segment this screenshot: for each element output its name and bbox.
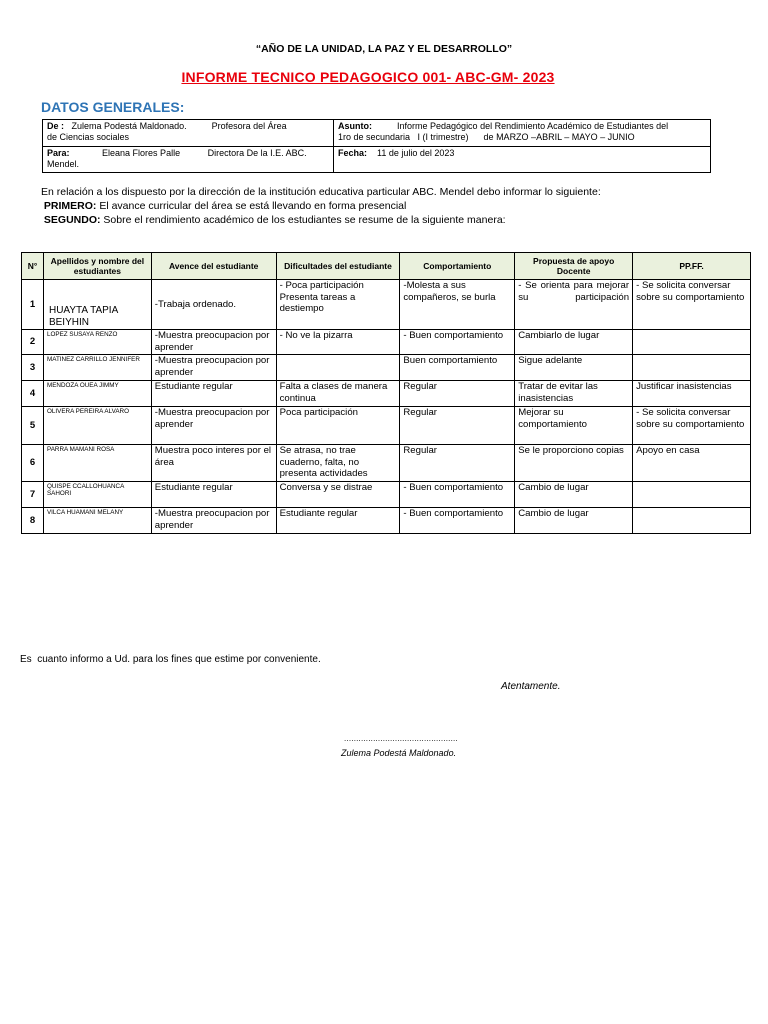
- document-motto: “AÑO DE LA UNIDAD, LA PAZ Y EL DESARROLLO”: [255, 43, 513, 55]
- teacher-proposal: Cambiarlo de lugar: [515, 330, 633, 355]
- parents-action: - Se solicita conversar sobre su comportamiento: [633, 280, 751, 330]
- student-difficulties: - Poca participación Presenta tareas a destiempo: [276, 280, 400, 330]
- student-name-small: QUISPE CCALLOHUANCA SAHORI: [46, 483, 124, 497]
- intro-line: En relación a los dispuesto por la dirección de la institución educativa particular ABC. Mendel debo informar lo siguiente:: [41, 186, 601, 198]
- student-behavior: Regular: [400, 445, 515, 482]
- row-number: 6: [22, 445, 44, 482]
- row-number: 3: [22, 355, 44, 381]
- subject-line2: 1ro de secundaria I (I trimestre) de MARZO –ABRIL – MAYO – JUNIO: [338, 132, 635, 142]
- student-report-table: [21, 252, 751, 534]
- date-label: Fecha:: [338, 148, 368, 158]
- from-value: Zulema Podestá Maldonado.: [71, 121, 187, 131]
- primero-line: [41, 199, 601, 213]
- to-cell: [43, 147, 334, 173]
- to-institution: Mendel.: [47, 159, 80, 169]
- subject-value: Informe Pedagógico del Rendimiento Académico de Estudiantes del: [397, 121, 669, 131]
- table-row: [22, 280, 751, 330]
- header-parents: PP.FF.: [633, 253, 751, 280]
- student-name-small: MENDOZA OUEA JIMMY: [46, 382, 119, 389]
- table-header-row: [22, 253, 751, 280]
- table-row: [22, 381, 751, 407]
- date-value: 11 de julio del 2023: [377, 148, 455, 158]
- student-behavior: - Buen comportamiento: [400, 330, 515, 355]
- from-label: De :: [47, 121, 65, 131]
- row-number: 7: [22, 482, 44, 508]
- report-title: INFORME TECNICO PEDAGOGICO 001- ABC-GM- 2023: [181, 69, 555, 85]
- table-row: [22, 407, 751, 445]
- student-progress: -Muestra preocupacion por aprender: [151, 508, 276, 534]
- parents-action: [633, 330, 751, 355]
- student-difficulties: Conversa y se distrae: [276, 482, 400, 508]
- date-cell: [334, 147, 711, 173]
- student-name-small: VILCA HUAMANI MELANY: [46, 509, 124, 516]
- student-name: [43, 355, 151, 381]
- student-name-small: [44, 280, 151, 282]
- teacher-proposal: Sigue adelante: [515, 355, 633, 381]
- student-name: [43, 407, 151, 445]
- teacher-proposal: - Se orienta para mejorar su participación: [515, 280, 633, 330]
- closing-salutation: Atentamente.: [501, 681, 561, 692]
- header-difficulties: Dificultades del estudiante: [276, 253, 400, 280]
- student-progress: -Muestra preocupacion por aprender: [151, 330, 276, 355]
- student-behavior: - Buen comportamiento: [400, 482, 515, 508]
- signature-name: Zulema Podestá Maldonado.: [341, 748, 457, 758]
- parents-action: [633, 355, 751, 381]
- student-behavior: - Buen comportamiento: [400, 508, 515, 534]
- header-number: N°: [22, 253, 44, 280]
- student-progress: -Trabaja ordenado.: [151, 280, 276, 330]
- student-name: [43, 381, 151, 407]
- student-name: [43, 508, 151, 534]
- parents-action: Justificar inasistencias: [633, 381, 751, 407]
- to-label: Para:: [47, 148, 70, 158]
- intro-paragraph: [41, 185, 601, 227]
- student-progress: -Muestra preocupacion por aprender: [151, 407, 276, 445]
- student-progress: Estudiante regular: [151, 381, 276, 407]
- general-info-table: [42, 119, 711, 173]
- teacher-proposal: Mejorar su comportamiento: [515, 407, 633, 445]
- subject-label: Asunto:: [338, 121, 372, 131]
- table-row: [22, 445, 751, 482]
- teacher-proposal: Cambio de lugar: [515, 482, 633, 508]
- segundo-line: [41, 213, 601, 227]
- table-row: [22, 482, 751, 508]
- student-name-small: MATINEZ CARRILLO JENNIFER: [46, 356, 140, 363]
- to-value: Eleana Flores Palle: [102, 148, 181, 158]
- section-heading-datos-generales: DATOS GENERALES:: [41, 99, 185, 115]
- table-row: [22, 355, 751, 381]
- header-behavior: Comportamiento: [400, 253, 515, 280]
- parents-action: [633, 482, 751, 508]
- header-student-name: Apellidos y nombre del estudiantes: [43, 253, 151, 280]
- subject-cell: [334, 120, 711, 147]
- student-difficulties: Se atrasa, no trae cuaderno, falta, no presenta actividades: [276, 445, 400, 482]
- segundo-label: SEGUNDO:: [43, 214, 101, 226]
- student-difficulties: Estudiante regular: [276, 508, 400, 534]
- closing-statement: Es cuanto informo a Ud. para los fines que estime por conveniente.: [20, 654, 321, 665]
- teacher-proposal: Se le proporciono copias: [515, 445, 633, 482]
- student-difficulties: Poca participación: [276, 407, 400, 445]
- row-number: 4: [22, 381, 44, 407]
- student-name-small: PARRA MAMANI ROSA: [46, 446, 115, 453]
- teacher-proposal: Tratar de evitar las inasistencias: [515, 381, 633, 407]
- student-name: [43, 445, 151, 482]
- from-role: Profesora del Área: [211, 121, 287, 131]
- to-role: Directora De la I.E. ABC.: [207, 148, 307, 158]
- student-name-small: LOPEZ SUSAYA RENZO: [46, 331, 118, 338]
- teacher-proposal: Cambio de lugar: [515, 508, 633, 534]
- primero-label: PRIMERO:: [43, 200, 97, 212]
- parents-action: [633, 508, 751, 534]
- student-progress: Muestra poco interes por el área: [151, 445, 276, 482]
- segundo-text: Sobre el rendimiento académico de los estudiantes se resume de la siguiente manera:: [100, 214, 506, 226]
- student-name-large: HUAYTA TAPIA BEIYHIN: [48, 305, 118, 328]
- parents-action: Apoyo en casa: [633, 445, 751, 482]
- signature-line: ...............................................: [344, 734, 458, 743]
- from-area: de Ciencias sociales: [47, 132, 130, 142]
- student-name: [43, 482, 151, 508]
- student-behavior: Regular: [400, 381, 515, 407]
- student-progress: Estudiante regular: [151, 482, 276, 508]
- student-difficulties: - No ve la pizarra: [276, 330, 400, 355]
- student-behavior: -Molesta a sus compañeros, se burla: [400, 280, 515, 330]
- table-row: [22, 508, 751, 534]
- student-difficulties: Falta a clases de manera continua: [276, 381, 400, 407]
- student-behavior: Regular: [400, 407, 515, 445]
- table-row: [22, 330, 751, 355]
- row-number: 5: [22, 407, 44, 445]
- student-progress: -Muestra preocupacion por aprender: [151, 355, 276, 381]
- student-name: [43, 330, 151, 355]
- from-cell: [43, 120, 334, 147]
- primero-text: El avance curricular del área se está llevando en forma presencial: [96, 200, 407, 212]
- student-name: [43, 280, 151, 330]
- header-progress: Avence del estudiante: [151, 253, 276, 280]
- row-number: 8: [22, 508, 44, 534]
- student-name-small: OLIVERA PEREIRA ALVARO: [46, 408, 129, 415]
- parents-action: - Se solicita conversar sobre su comportamiento: [633, 407, 751, 445]
- row-number: 1: [22, 280, 44, 330]
- row-number: 2: [22, 330, 44, 355]
- student-difficulties: [276, 355, 400, 381]
- header-teacher-proposal: Propuesta de apoyo Docente: [515, 253, 633, 280]
- student-behavior: Buen comportamiento: [400, 355, 515, 381]
